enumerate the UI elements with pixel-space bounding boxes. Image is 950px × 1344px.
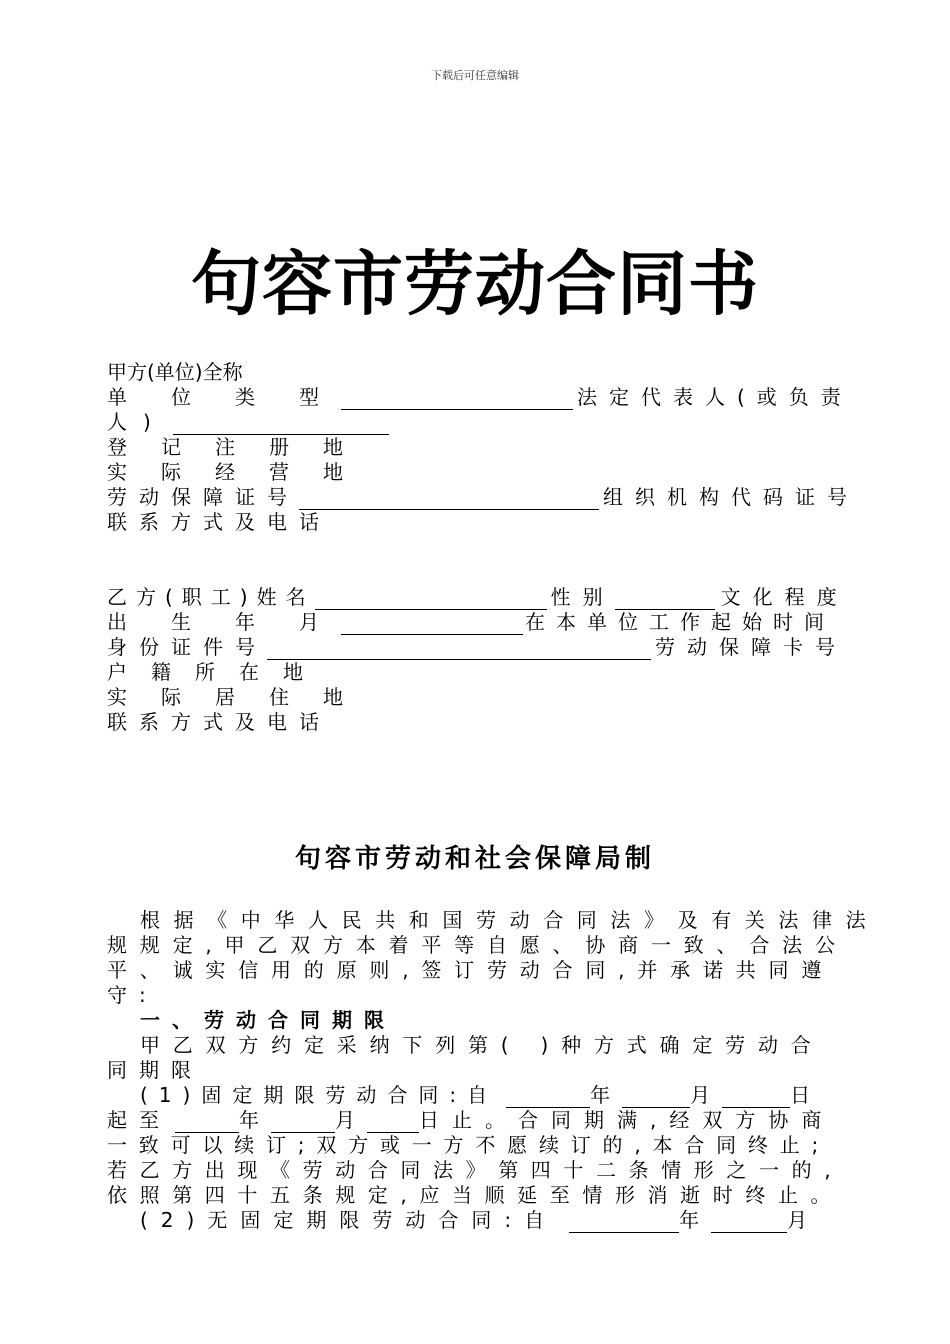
end-month-blank[interactable] — [271, 1112, 335, 1133]
end-day-blank[interactable] — [367, 1112, 419, 1133]
body-p1-line-1: 根据《中华人民共和国劳动合同法》及有关法律法 — [140, 908, 880, 932]
unit-type-label: 单位类型 — [107, 385, 363, 409]
party-a-name-label: 甲方(单位)全称 — [107, 360, 243, 384]
education-label: 文化程度 — [720, 585, 849, 609]
employee-name-blank[interactable] — [315, 589, 547, 610]
unit-type-blank[interactable] — [341, 389, 573, 410]
party-a-line-6 — [107, 485, 862, 510]
social-card-label: 劳动保障卡号 — [655, 635, 847, 659]
party-b-line-1 — [107, 585, 862, 610]
party-a-line-1 — [107, 360, 862, 385]
employee-name-label: 乙方(职工)姓名 — [107, 585, 315, 609]
labor-cert-label: 劳动保障证号 — [107, 485, 299, 509]
party-b-line-5 — [107, 685, 862, 710]
gender-label: 性别 — [550, 585, 615, 609]
option-1-line-3: 一致可以续订;双方或一方不愿续订的,本合同终止; — [107, 1133, 831, 1157]
contact-label-b: 联系方式及电话 — [107, 710, 331, 734]
id-number-blank[interactable] — [267, 639, 651, 660]
start-time-label: 在本单位工作起始时间 — [525, 610, 835, 634]
open-start-year-blank[interactable] — [569, 1212, 679, 1233]
gender-blank[interactable] — [615, 589, 715, 610]
section-1-line-1: 甲乙双方约定采纳下列第( )种方式确定劳动合 — [140, 1033, 824, 1057]
party-a-line-2 — [107, 385, 862, 410]
party-b-line-2 — [107, 610, 862, 635]
open-start-month-blank[interactable] — [711, 1212, 787, 1233]
issuer: 句容市劳动和社会保障局制 — [294, 844, 655, 874]
birth-date-blank[interactable] — [341, 614, 523, 635]
document-title: 句容市劳动合同书 — [191, 243, 759, 325]
body-p1-line-4: 守: — [107, 983, 158, 1007]
start-day-blank[interactable] — [722, 1087, 790, 1108]
header-note: 下载后可任意编辑 — [431, 69, 519, 82]
option-1-line-5: 依照第四十五条规定,应当顺延至情形消逝时终止。 — [107, 1183, 844, 1207]
start-month-blank[interactable] — [622, 1087, 690, 1108]
org-code-label: 组织机构代码证号 — [603, 485, 859, 509]
party-a-line-3 — [107, 410, 862, 435]
party-a-line-5 — [107, 460, 862, 485]
section-1-heading: 一、劳动合同期限 — [140, 1008, 396, 1032]
option-1-line-2: 起至 年 月 日止。合同期满,经双方协商 — [107, 1108, 835, 1132]
contact-label-a: 联系方式及电话 — [107, 510, 331, 534]
registered-address-label: 登记注册地 — [107, 435, 377, 459]
body-p1-line-2: 规规定,甲乙双方本着平等自愿、协商一致、合法公 — [107, 933, 848, 957]
party-a-line-7 — [107, 510, 862, 535]
section-1-line-2: 同期限 — [107, 1058, 203, 1082]
party-b-line-3 — [107, 635, 862, 660]
business-address-label: 实际经营地 — [107, 460, 377, 484]
legal-rep-blank[interactable] — [173, 414, 389, 435]
party-b-line-4 — [107, 660, 862, 685]
party-a-line-4 — [107, 435, 862, 460]
party-b-line-6 — [107, 710, 862, 735]
legal-rep-label: 法定代表人(或负责 — [577, 385, 853, 409]
end-year-blank[interactable] — [175, 1112, 239, 1133]
option-1-line-1: (1)固定期限劳动合同:自 年 月 日 — [140, 1083, 811, 1107]
id-number-label: 身份证件号 — [107, 635, 267, 659]
labor-cert-blank[interactable] — [299, 489, 599, 510]
household-label: 户籍所在地 — [107, 660, 327, 684]
legal-rep-label-cont: 人) — [107, 410, 167, 434]
birth-date-label: 出生年月 — [107, 610, 363, 634]
option-1-line-4: 若乙方出现《劳动合同法》第四十二条情形之一的, — [107, 1158, 844, 1182]
start-year-blank[interactable] — [506, 1087, 590, 1108]
body-p1-line-3: 平、诚实信用的原则,签订劳动合同,并承诺共同遵 — [107, 958, 835, 982]
residence-label: 实际居住地 — [107, 685, 377, 709]
option-2-line-1: (2)无固定期限劳动合同:自 年 月 — [140, 1208, 808, 1232]
